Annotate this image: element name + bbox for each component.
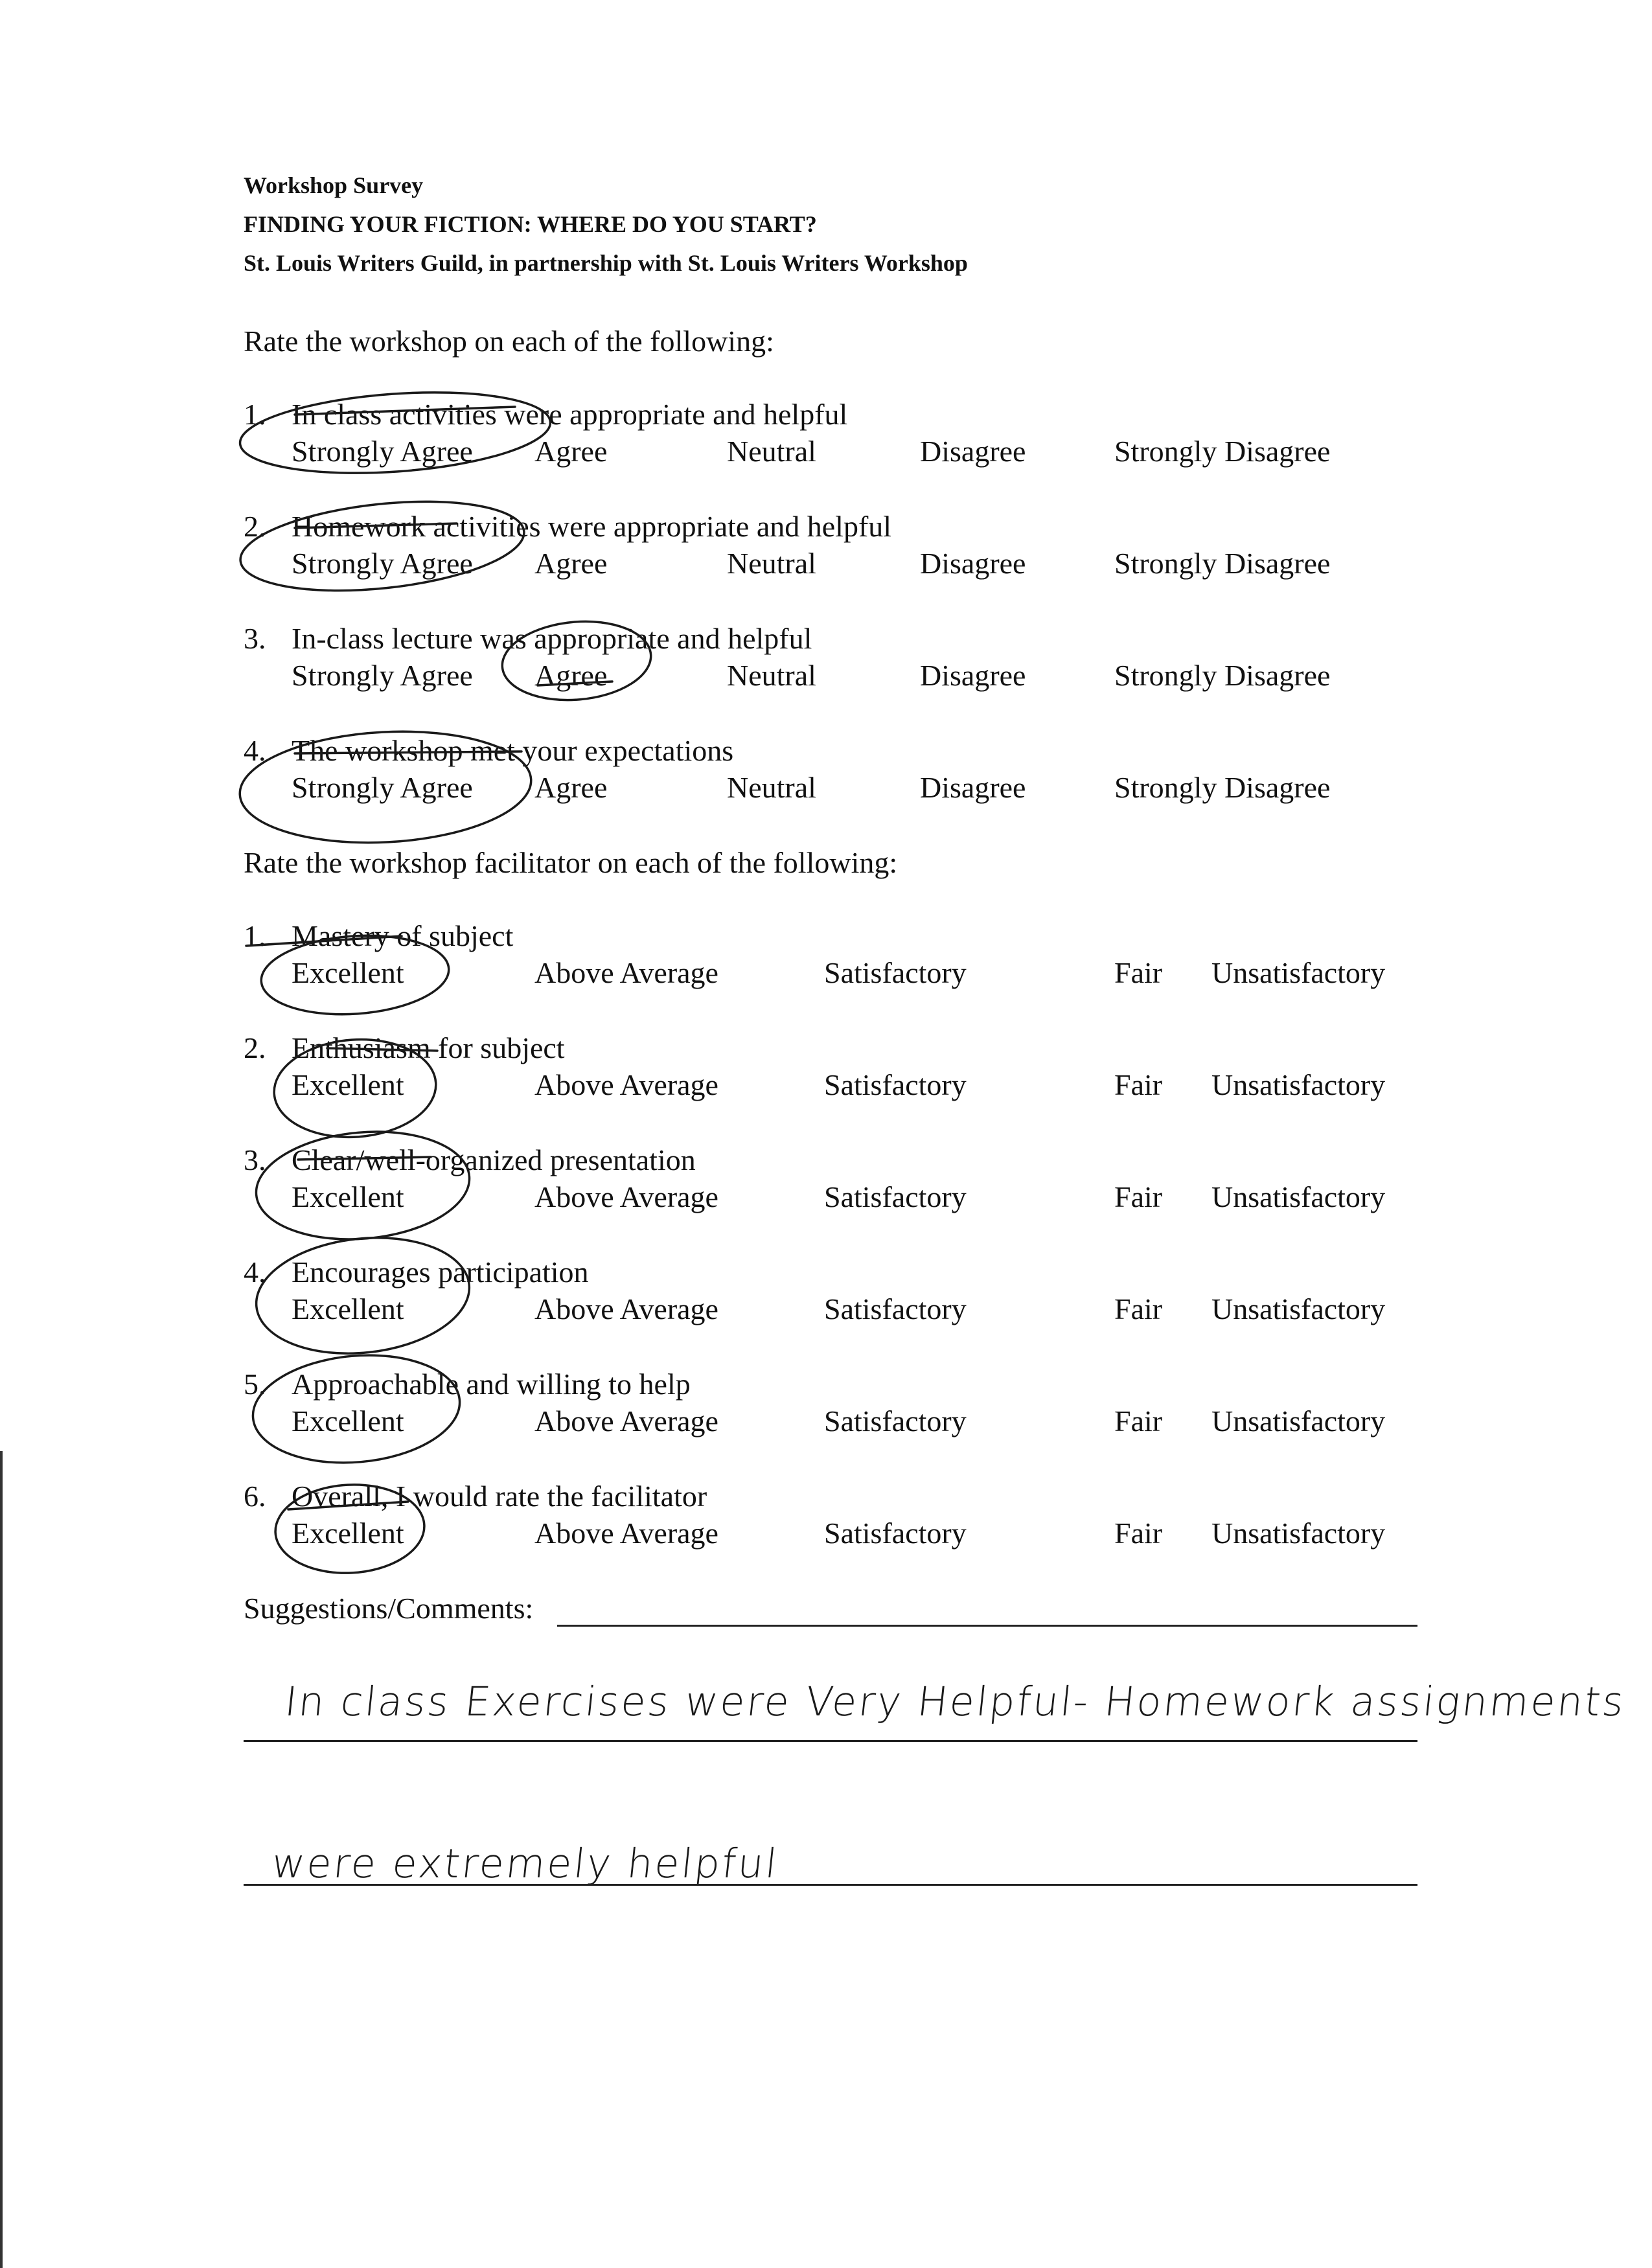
scan-edge xyxy=(0,1451,3,2268)
question-text: In class activities were appropriate and helpful xyxy=(292,398,848,431)
workshop-name: FINDING YOUR FICTION: WHERE DO YOU START? xyxy=(244,211,817,237)
option-strongly-agree[interactable]: Strongly Agree xyxy=(292,771,473,804)
option-fair[interactable]: Fair xyxy=(1114,1068,1163,1101)
comments-label: Suggestions/Comments: xyxy=(244,1592,534,1625)
option-unsatisfactory[interactable]: Unsatisfactory xyxy=(1211,1404,1386,1438)
option-strongly-disagree[interactable]: Strongly Disagree xyxy=(1114,659,1331,692)
question-number: 2. xyxy=(244,510,266,543)
question-number: 5. xyxy=(244,1368,266,1401)
option-satisfactory[interactable]: Satisfactory xyxy=(824,1180,967,1213)
option-disagree[interactable]: Disagree xyxy=(920,547,1026,580)
option-strongly-agree[interactable]: Strongly Agree xyxy=(292,547,473,580)
question-text: Enthusiasm for subject xyxy=(292,1031,565,1064)
option-above-average[interactable]: Above Average xyxy=(534,1292,718,1325)
option-excellent[interactable]: Excellent xyxy=(292,1517,404,1550)
option-agree[interactable]: Agree xyxy=(534,547,608,580)
option-strongly-disagree[interactable]: Strongly Disagree xyxy=(1114,771,1331,804)
question-number: 1. xyxy=(244,398,266,431)
option-neutral[interactable]: Neutral xyxy=(727,771,816,804)
comments-line-3[interactable] xyxy=(244,1884,1417,1886)
option-agree[interactable]: Agree xyxy=(534,659,608,692)
organizer-line: St. Louis Writers Guild, in partnership with St. Louis Writers Workshop xyxy=(244,250,968,276)
question-text: The workshop met your expectations xyxy=(292,734,734,767)
option-unsatisfactory[interactable]: Unsatisfactory xyxy=(1211,1180,1386,1213)
comments-line-2[interactable] xyxy=(244,1740,1417,1742)
question-number: 3. xyxy=(244,1143,266,1176)
option-above-average[interactable]: Above Average xyxy=(534,1404,718,1438)
option-strongly-disagree[interactable]: Strongly Disagree xyxy=(1114,435,1331,468)
workshop-section-intro: Rate the workshop on each of the following: xyxy=(244,325,774,358)
option-excellent[interactable]: Excellent xyxy=(292,1404,404,1438)
question-text: Overall, I would rate the facilitator xyxy=(292,1480,707,1513)
option-agree[interactable]: Agree xyxy=(534,435,608,468)
survey-title: Workshop Survey xyxy=(244,172,424,198)
option-fair[interactable]: Fair xyxy=(1114,1404,1163,1438)
option-strongly-agree[interactable]: Strongly Agree xyxy=(292,435,473,468)
option-satisfactory[interactable]: Satisfactory xyxy=(824,956,967,989)
option-fair[interactable]: Fair xyxy=(1114,1517,1163,1550)
option-satisfactory[interactable]: Satisfactory xyxy=(824,1292,967,1325)
option-neutral[interactable]: Neutral xyxy=(727,547,816,580)
option-unsatisfactory[interactable]: Unsatisfactory xyxy=(1211,1292,1386,1325)
question-number: 2. xyxy=(244,1031,266,1064)
option-unsatisfactory[interactable]: Unsatisfactory xyxy=(1211,1517,1386,1550)
option-disagree[interactable]: Disagree xyxy=(920,771,1026,804)
option-satisfactory[interactable]: Satisfactory xyxy=(824,1517,967,1550)
option-satisfactory[interactable]: Satisfactory xyxy=(824,1068,967,1101)
option-agree[interactable]: Agree xyxy=(534,771,608,804)
question-text: Mastery of subject xyxy=(292,919,514,952)
question-number: 4. xyxy=(244,1255,266,1289)
option-strongly-agree[interactable]: Strongly Agree xyxy=(292,659,473,692)
option-excellent[interactable]: Excellent xyxy=(292,1068,404,1101)
option-excellent[interactable]: Excellent xyxy=(292,956,404,989)
option-excellent[interactable]: Excellent xyxy=(292,1180,404,1213)
option-disagree[interactable]: Disagree xyxy=(920,435,1026,468)
facilitator-section-intro: Rate the workshop facilitator on each of the following: xyxy=(244,846,898,879)
option-above-average[interactable]: Above Average xyxy=(534,1517,718,1550)
question-text: Clear/well-organized presentation xyxy=(292,1143,696,1176)
comments-line-1 xyxy=(557,1625,1417,1627)
option-fair[interactable]: Fair xyxy=(1114,956,1163,989)
option-unsatisfactory[interactable]: Unsatisfactory xyxy=(1211,956,1386,989)
handwritten-comment-line-2: were extremely helpful xyxy=(270,1840,781,1887)
question-number: 3. xyxy=(244,622,266,655)
option-neutral[interactable]: Neutral xyxy=(727,435,816,468)
option-strongly-disagree[interactable]: Strongly Disagree xyxy=(1114,547,1331,580)
question-number: 4. xyxy=(244,734,266,767)
option-excellent[interactable]: Excellent xyxy=(292,1292,404,1325)
option-fair[interactable]: Fair xyxy=(1114,1180,1163,1213)
option-neutral[interactable]: Neutral xyxy=(727,659,816,692)
question-number: 6. xyxy=(244,1480,266,1513)
option-fair[interactable]: Fair xyxy=(1114,1292,1163,1325)
option-disagree[interactable]: Disagree xyxy=(920,659,1026,692)
question-text: Homework activities were appropriate and helpful xyxy=(292,510,892,543)
option-above-average[interactable]: Above Average xyxy=(534,1180,718,1213)
option-satisfactory[interactable]: Satisfactory xyxy=(824,1404,967,1438)
question-text: In-class lecture was appropriate and helpful xyxy=(292,622,812,655)
option-above-average[interactable]: Above Average xyxy=(534,1068,718,1101)
option-unsatisfactory[interactable]: Unsatisfactory xyxy=(1211,1068,1386,1101)
question-text: Approachable and willing to help xyxy=(292,1368,691,1401)
question-text: Encourages participation xyxy=(292,1255,589,1289)
handwritten-comment-line-1: In class Exercises were Very Helpful- Homework assignments xyxy=(282,1678,1628,1725)
question-number: 1. xyxy=(244,919,266,952)
option-above-average[interactable]: Above Average xyxy=(534,956,718,989)
